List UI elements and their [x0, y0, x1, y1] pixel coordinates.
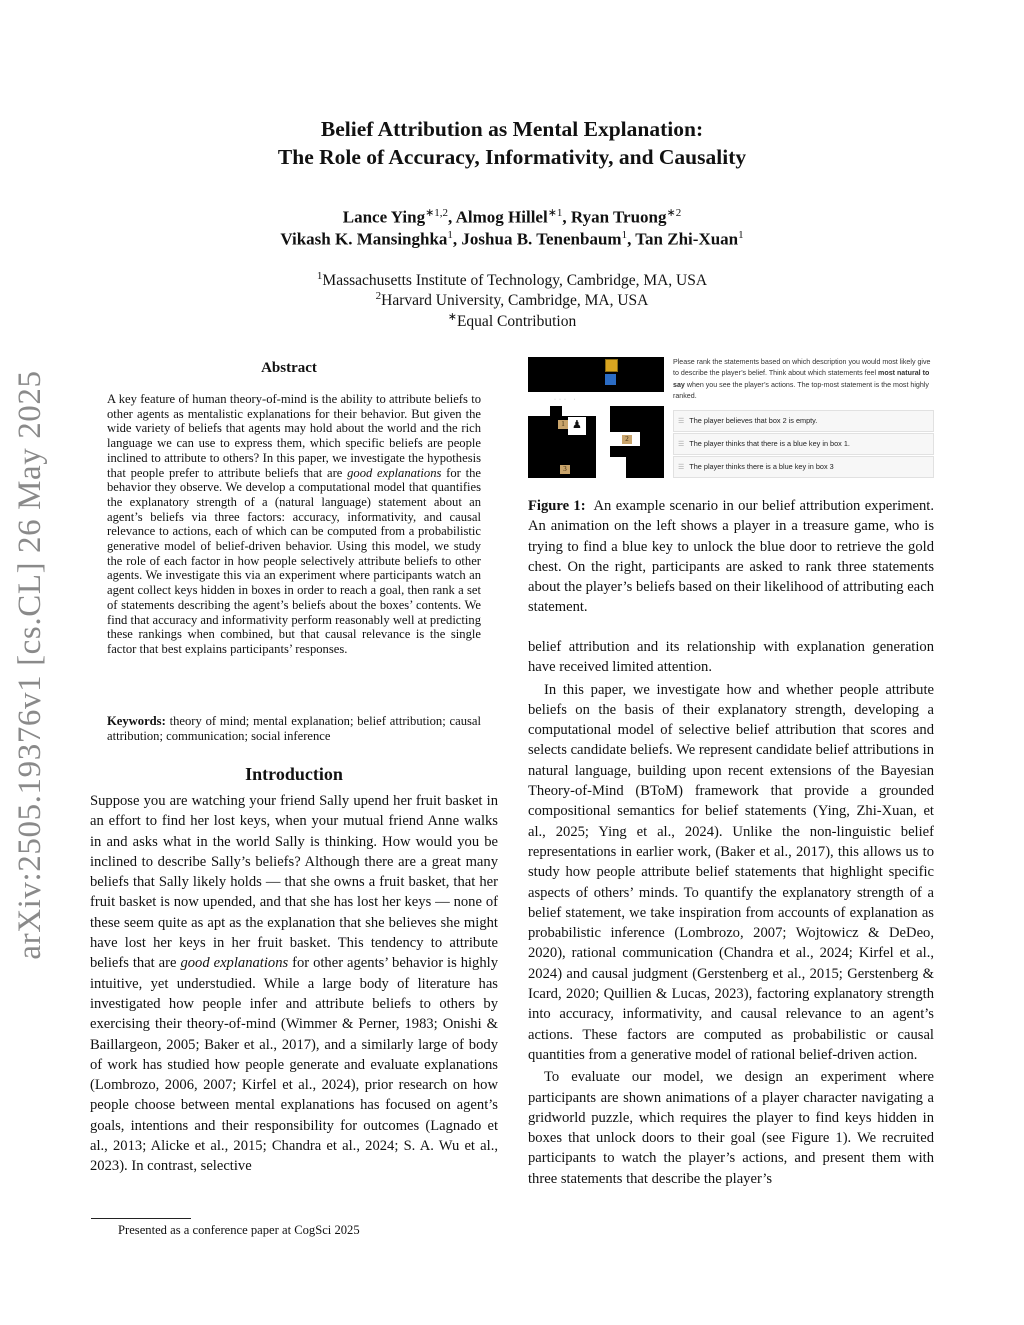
box-2: 2: [622, 435, 632, 444]
author-sup: 1: [447, 229, 453, 241]
floor-corridor: [596, 392, 610, 478]
author-sup: ∗1: [547, 207, 563, 219]
ranking-option-1[interactable]: ☰ The player believes that box 2 is empty.: [673, 410, 934, 432]
author-name: Tan Zhi-Xuan: [635, 229, 739, 249]
ranking-option-2[interactable]: ☰ The player thinks that there is a blue key in box 1.: [673, 433, 934, 455]
player-icon: ♟: [572, 419, 582, 431]
footnote-rule: [91, 1218, 191, 1219]
intro-paragraph-2: In this paper, we investigate how and whether people attribute beliefs on the basis of their explanatory strength, developing a computational model of selective belief attribution that scores and selects candidate beliefs. We represent candidate belief attributions in natural language, building upon recent extensions of the Bayesian Theory-of-Mind (BToM) framework that provide a grounded compositional semantics for belief statements (Ying, Zhi-Xuan, et al., 2025; Ying et al., 2024). Unlike the non-linguistic belief representations in earlier work, (Baker et al., 2017), this allows us to study how people attribute belief statements that highlight specific aspects of others’ minds. To quantify the explanatory strength of a belief statement, we take inspiration from accounts of explanation as probabilistic inference (Lombrozo, 2007; Wojtowicz & DeDeo, 2020), rational communication (Chandra et al., 2024; Kirfel et al., 2024) and causal judgment (Gerstenberg et al., 2015; Gerstenberg & Icard, 2020; Quillien & Lucas, 2023), factoring explanatory strength into accuracy, informativity, and causal relevance to an agent’s actions. These factors are computed as probabilistic or causal quantities from a generative model of rational belief-driven action.: [528, 681, 934, 1063]
paper-title-line1: Belief Attribution as Mental Explanation:: [320, 117, 704, 141]
drag-handle-icon[interactable]: ☰: [678, 418, 685, 425]
author-name: Vikash K. Mansinghka: [280, 229, 448, 249]
keywords: Keywords: theory of mind; mental explanation; belief attribution; causal attribution; communication; social inference: [107, 714, 481, 743]
section-heading-introduction: Introduction: [245, 764, 343, 784]
floor-cell: [610, 457, 626, 478]
figure-1-caption: Figure 1: An example scenario in our belief attribution experiment. An animation on the left shows a player in a treasure game, who is trying to find a blue key to unlock the blue door to retrieve the gold chest. On the right, participants are asked to rank three statements about the player’s beliefs based on their likelihood of attributing each statement.: [528, 498, 934, 616]
author-sup: ∗2: [666, 207, 682, 219]
author-name: Ryan Truong: [570, 207, 667, 227]
author-line-1: Lance Ying$^{∗1,2}$, Almog Hillel$^{∗1}$, Ryan Truong$^{∗2}$: [342, 207, 682, 227]
blue-door-icon: [605, 374, 616, 385]
drag-handle-icon[interactable]: ☰: [678, 464, 685, 471]
figure-1: [528, 357, 934, 478]
abstract-text: A key feature of human theory-of-mind is the ability to attribute beliefs to other agents as mentalistic explanations for their behavior. But given the wide variety of beliefs that agents may hold about the world and the rich language we can use to express them, which specific beliefs are people inclined to attribute to others? In this paper, we investigate the hypothesis that people prefer to attribute beliefs that are good explanations for the behavior they observe. We develop a computational model that quantifies the explanatory strength of a (natural language) statement about an agent’s beliefs via three factors: accuracy, informativity, and causal relevance to actions, each of which can be computed from a probabilistic generative model of belief-driven behavior. Using this model, we study the role of each factor in how people selectively attribute beliefs to other agents. We investigate this via an experiment where participants watch an agent collect keys hidden in boxes in order to reach a goal, then rank a set of statements describing the agent’s beliefs about the boxes’ contents. We find that accuracy and informativity perform reasonably well at predicting these rankings when combined, but that causal relevance is the single factor that best explains participants’ responses.: [107, 392, 481, 656]
author-name: Lance Ying: [342, 207, 426, 227]
author-sup: 1: [621, 229, 628, 241]
author-sup: 1: [738, 229, 744, 241]
gridworld-animation: [528, 357, 664, 478]
left-column-body: [90, 791, 498, 1177]
drag-handle-icon[interactable]: ☰: [678, 441, 685, 448]
author-name: Almog Hillel: [455, 207, 548, 227]
right-column-body: [528, 637, 934, 1189]
arxiv-stamp: [8, 370, 52, 960]
footnote: Presented as a conference paper at CogSci 2025: [118, 1223, 360, 1237]
author-name: Joshua B. Tenenbaum: [461, 229, 622, 249]
intro-paragraph-3: To evaluate our model, we design an experiment where participants are shown animations of a player character navigating a gridworld puzzle, which requires the player to find keys hidden in boxes that unlock doors to their goal (see Figure 1). We recruited participants to watch the player’s actions, and present them with three statements that describe the player’s: [528, 1069, 934, 1187]
path-dots: · · · ·: [554, 397, 576, 403]
ranking-option-3[interactable]: ☰ The player thinks there is a blue key in box 3: [673, 456, 934, 478]
intro-paragraph-continued: belief attribution and its relationship with explanation generation have received limited attention.: [528, 639, 934, 676]
author-sup: ∗1,2: [425, 207, 449, 219]
intro-paragraph-1: Suppose you are watching your friend Sally upend her fruit basket in an effort to find her lost keys, when your mutual friend Anne walks in and asks what in the world Sally is thinking. How would you be inclined to describe Sally’s beliefs? Although there are a great many beliefs that Sally likely holds — that she owns a fruit basket, that her fruit basket is now upended, and that she has lost her keys — none of these seem quite as apt as the explanation that she believes she might have lost her keys in her fruit basket. This tendency to attribute beliefs that are good explanations for other agents’ behavior is highly intuitive, yet understudied. While a large body of literature has investigated how people infer and attribute beliefs to others by exercising their theory-of-mind (Wimmer & Perner, 1983; Onishi & Baillargeon, 2005; Baker et al., 2017), and a similarly large of body of work has studied how people generate and evaluate explanations (Lombrozo, 2006, 2007; Kirfel et al., 2024), prior research on how people choose between mental explanations has focused on agent’s goals, intentions and their responsibility for outcomes (Lagnado et al., 2013; Alicke et al., 2015; Chandra et al., 2024; S. A. Wu et al., 2023). In contrast, selective: [90, 793, 499, 1175]
floor-cell: [528, 406, 550, 416]
author-line-2: Vikash K. Mansinghka$^1$, Joshua B. Tenenbaum$^1$, Tan Zhi-Xuan$^1$: [280, 229, 744, 249]
abstract-heading: Abstract: [261, 360, 317, 376]
paper-title-line2: The Role of Accuracy, Informativity, and Causality: [277, 145, 747, 169]
affiliation: ∗Equal Contribution: [447, 311, 577, 331]
affiliation: $^2$Harvard University, Cambridge, MA, USA: [375, 290, 649, 310]
ranking-panel: [673, 357, 934, 478]
arxiv-id: arXiv:2505.19376v1 [cs.CL] 26 May 2025: [12, 370, 48, 960]
affiliation: $^1$Massachusetts Institute of Technology, Cambridge, MA, USA: [316, 270, 708, 290]
box-3: 3: [560, 465, 570, 474]
floor-cell: [562, 406, 596, 416]
ranking-instructions: Please rank the statements based on which description you would most likely give to describe the player’s belief. Think about which statements feel most natural to say when you see the player’s actions. The top-most statement is the most highly ranked.: [673, 358, 931, 400]
gold-chest-icon: [605, 359, 618, 372]
box-1: 1: [558, 420, 568, 429]
